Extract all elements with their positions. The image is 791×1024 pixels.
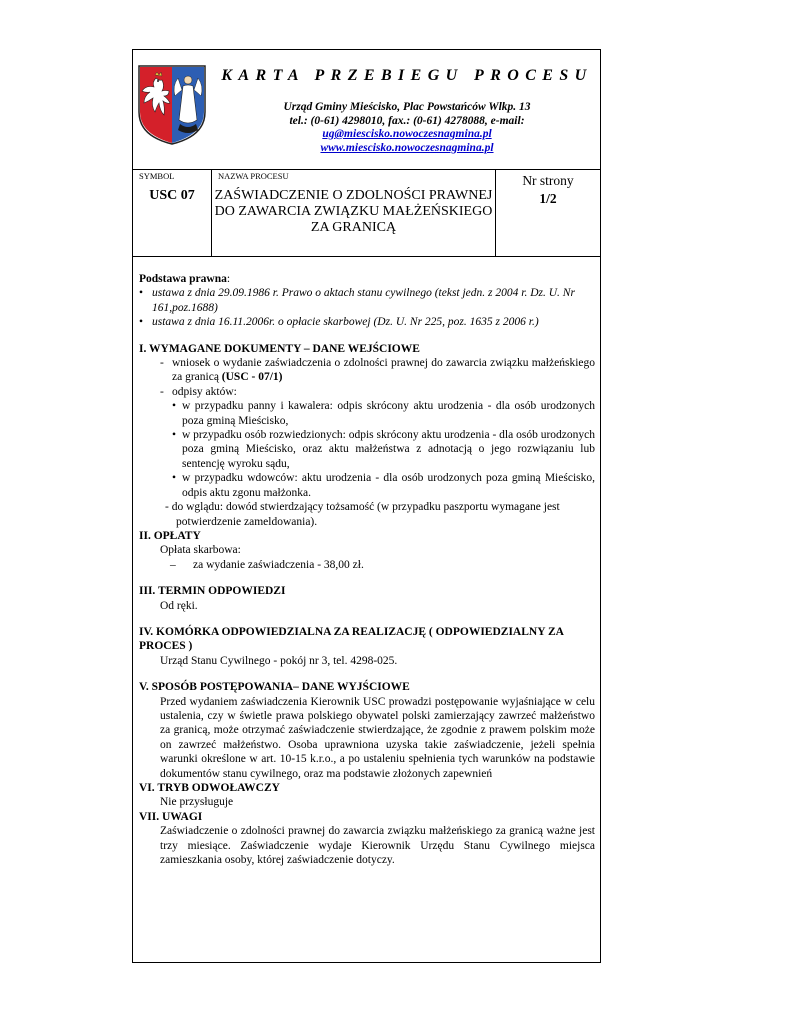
process-meta-row xyxy=(133,169,600,257)
page-number-cell xyxy=(496,169,600,256)
section-2-heading: II. OPŁATY xyxy=(139,529,201,542)
legal-basis-heading: Podstawa prawna: xyxy=(139,273,231,285)
remarks-text: Zaświadczenie o zdolności prawnej do zawarcia związku małżeńskiego za granicą ważne jest trzy miesiące. Zaświadczenie wydaje Kierownik Urzędu Stanu Cywilnego miejsca zamieszkania osoby, której zaświadczenie dotyczy. xyxy=(160,825,595,867)
email-link[interactable]: ug@miescisko.nowoczesnagmina.pl xyxy=(322,128,492,140)
section-5-heading: V. SPOSÓB POSTĘPOWANIA– DANE WYJŚCIOWE xyxy=(139,681,410,694)
page-number-label: Nr strony xyxy=(522,173,574,188)
office-address-block xyxy=(217,101,597,155)
process-label: NAZWA PROCESU xyxy=(218,171,289,181)
legal-basis-item: • ustawa z dnia 16.11.2006r. o opłacie skarbowej (Dz. U. Nr 225, poz. 1635 z 2006 r.) xyxy=(139,316,539,329)
document-title: KARTA PRZEBIEGU PROCESU xyxy=(221,67,593,84)
document-body xyxy=(139,272,595,867)
response-time-text: Od ręki. xyxy=(160,599,198,612)
appeal-text: Nie przysługuje xyxy=(160,796,234,809)
symbol-value: USC 07 xyxy=(149,188,195,203)
legal-basis-item: • ustawa z dnia 29.09.1986 r. Prawo o aktach stanu cywilnego (tekst jedn. z 2004 r. Dz. U. Nr 161,poz.1688) xyxy=(139,287,575,314)
required-document-item: - odpisy aktów: xyxy=(160,385,237,398)
section-4-heading: IV. KOMÓRKA ODPOWIEDZIALNA ZA REALIZACJĘ ( ODPOWIEDZIALNY ZA PROCES ) xyxy=(139,625,564,653)
section-3-heading: III. TERMIN ODPOWIEDZI xyxy=(139,585,286,598)
certificate-subitem: • w przypadku osób rozwiedzionych: odpis skrócony aktu urodzenia - dla osób urodzonych poza gminą Mieścisko, oraz aktu małżeństwa z adnotacją o jego rozwiązaniu lub sentencję wyroku sądu, xyxy=(172,429,595,470)
website-link[interactable]: www.miescisko.nowoczesnagmina.pl xyxy=(320,141,494,154)
page-number-value: 1/2 xyxy=(539,191,557,206)
contact-line: tel.: (0-61) 4298010, fax.: (0-61) 4278088, e-mail: xyxy=(289,114,525,127)
fee-item: – za wydanie zaświadczenia - 38,00 zł. xyxy=(170,558,364,571)
process-name-cell xyxy=(212,169,496,256)
symbol-label: SYMBOL xyxy=(139,171,175,181)
section-7-heading: VII. UWAGI xyxy=(139,810,203,823)
office-line: Urząd Gminy Mieścisko, Plac Powstańców Wlkp. 13 xyxy=(283,101,531,113)
responsible-unit-text: Urząd Stanu Cywilnego - pokój nr 3, tel. 4298-025. xyxy=(160,654,398,667)
symbol-cell xyxy=(133,169,212,256)
identity-document-item: - do wglądu: dowód stwierdzający tożsamość (w przypadku paszportu wymagane jest potwierdzenie zameldowania). xyxy=(165,501,560,528)
section-6-heading: VI. TRYB ODWOŁAWCZY xyxy=(139,782,280,794)
required-document-item: - wniosek o wydanie zaświadczenia o zdolności prawnej do zawarcia związku małżeńskiego za granicą (USC - 07/1) xyxy=(160,357,595,384)
coat-of-arms-icon xyxy=(137,64,207,146)
procedure-text: Przed wydaniem zaświadczenia Kierownik USC prowadzi postępowanie wyjaśniające w celu ustalenia, czy w świetle prawa polskiego obywatel polski zamierzający zawrzeć małżeństwo za granicą, może otrzymać zaświadczenie stwierdzające, że zgodnie z prawem polskim może on zawrzeć małżeństwo. Osoba uprawniona uzyska takie zaświadczenie, jeżeli spełnia warunki określone w art. 10-15 k.r.o., a po ustaleniu spełnienia tych warunków na podstawie dokumentów stanu cywilnego, oraz ma podstawie złożonych zapewnień xyxy=(160,695,595,780)
certificate-subitem: • w przypadku panny i kawalera: odpis skrócony aktu urodzenia - dla osób urodzonych poza gminą Mieścisko, xyxy=(172,400,595,427)
header-section xyxy=(133,50,600,170)
process-name: ZAŚWIADCZENIE O ZDOLNOŚCI PRAWNEJ DO ZAWARCIA ZWIĄZKU MAŁŻEŃSKIEGO ZA GRANICĄ xyxy=(214,188,493,235)
section-1-heading: I. WYMAGANE DOKUMENTY – DANE WEJŚCIOWE xyxy=(139,342,420,355)
fee-label: Opłata skarbowa: xyxy=(160,544,241,557)
certificate-subitem: • w przypadku wdowców: aktu urodzenia - dla osób urodzonych poza gminą Mieścisko, odpis aktu zgonu małżonka. xyxy=(172,472,595,499)
